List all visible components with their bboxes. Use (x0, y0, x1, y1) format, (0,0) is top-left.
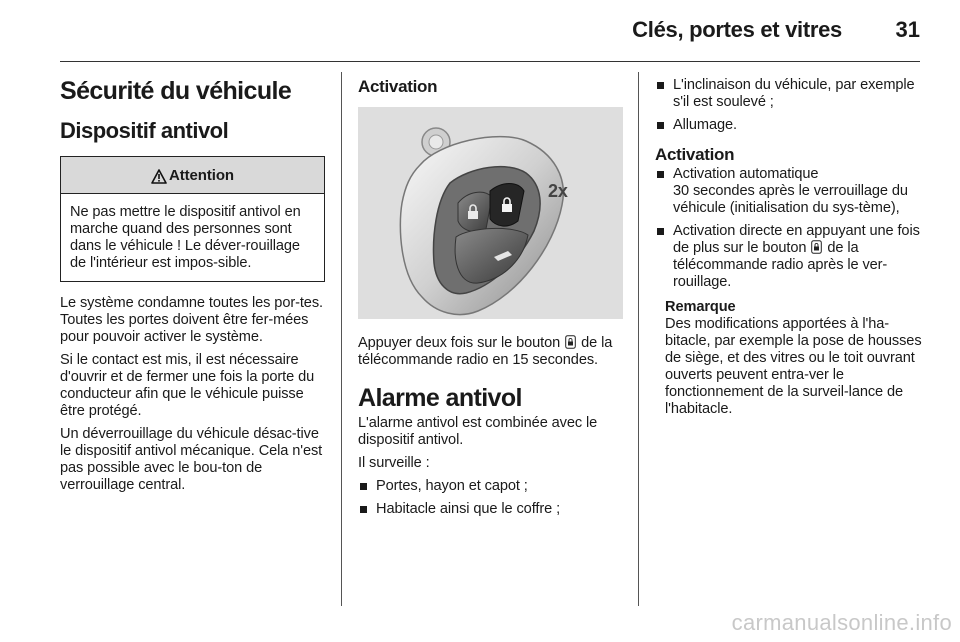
attention-text: Ne pas mettre le dispositif antivol en marche quand des personnes sont dans le véhicule ! Le déver-rouillage de l'intérieur est impos-sible. (70, 204, 301, 271)
column-divider (638, 72, 639, 606)
right-column (655, 72, 923, 418)
warning-triangle-icon (151, 169, 167, 184)
monitors-label: Il surveille : (358, 455, 430, 471)
list-item (655, 117, 923, 134)
left-column (60, 72, 325, 500)
activation-heading: Activation (655, 145, 735, 164)
remark-block (665, 299, 923, 418)
list-item-text: Habitacle ainsi que le coffre ; (376, 501, 561, 517)
middle-column (358, 72, 623, 524)
monitor-list (358, 478, 623, 518)
paragraph: Si le contact est mis, il est nécessaire d'ouvrir et de fermer une fois la porte du conducteur afin que le véhicule puisse être protégé. (60, 352, 315, 419)
activation-heading: Activation (358, 77, 438, 96)
attention-box (60, 156, 325, 282)
instruction-before: Appuyer deux fois sur le bouton (358, 335, 561, 351)
list-item (358, 501, 623, 518)
paragraph: Un déverrouillage du véhicule désac-tive le dispositif antivol mécanique. Cela n'est pas possible avec le bou-ton de verrouillage central. (60, 426, 323, 493)
paragraph: Le système condamne toutes les por-tes. Toutes les portes doivent être fer-mées pour pouvoir activer le système. (60, 295, 323, 345)
subsection-title: Dispositif antivol (60, 118, 229, 143)
list-item (358, 478, 623, 495)
remote-key-drawing (358, 107, 623, 319)
activation-auto-title: Activation automatique (673, 166, 819, 182)
column-divider (341, 72, 342, 606)
lock-icon (811, 240, 822, 254)
list-item (655, 223, 923, 291)
page-title: Clés, portes et vitres (632, 17, 842, 42)
section-title: Sécurité du véhicule (60, 77, 292, 105)
alarm-heading: Alarme antivol (358, 384, 522, 412)
page-number: 31 (895, 17, 920, 42)
instruction-after: de la télécommande radio en 15 secondes. (358, 335, 613, 368)
page-header (60, 0, 920, 62)
activation-list (655, 166, 923, 291)
instruction-paragraph (358, 335, 623, 369)
remark-text: Des modifications apportées à l'ha-bitacle, par exemple la pose de housses de siège, et des vitres ou le toit ouvrant ouverts peuvent entra-ver le fonctionnement de la surveil-lance de l'habitacle. (665, 316, 922, 417)
activation-auto-text: 30 secondes après le verrouillage du véhicule (initialisation du sys-tème), (673, 183, 908, 216)
list-item (655, 166, 923, 217)
attention-label: Attention (169, 166, 234, 184)
list-item-text: Allumage. (673, 117, 737, 133)
activation-direct-after: de la télécommande radio après le ver-rouillage. (673, 240, 888, 290)
attention-header (61, 157, 324, 194)
press-count-label: 2x (548, 181, 568, 201)
activation-direct-before: Activation directe en appuyant une fois de plus sur le bouton (673, 223, 920, 256)
watermark: carmanualsonline.info (731, 610, 952, 635)
alarm-intro: L'alarme antivol est combinée avec le dispositif antivol. (358, 415, 598, 448)
remote-key-illustration (358, 107, 623, 319)
list-item (655, 77, 923, 111)
monitor-list-continued (655, 77, 923, 134)
list-item-text: L'inclinaison du véhicule, par exemple s'il est soulevé ; (673, 77, 915, 110)
lock-icon (565, 335, 576, 349)
list-item-text: Portes, hayon et capot ; (376, 478, 528, 494)
remark-title: Remarque (665, 299, 736, 315)
